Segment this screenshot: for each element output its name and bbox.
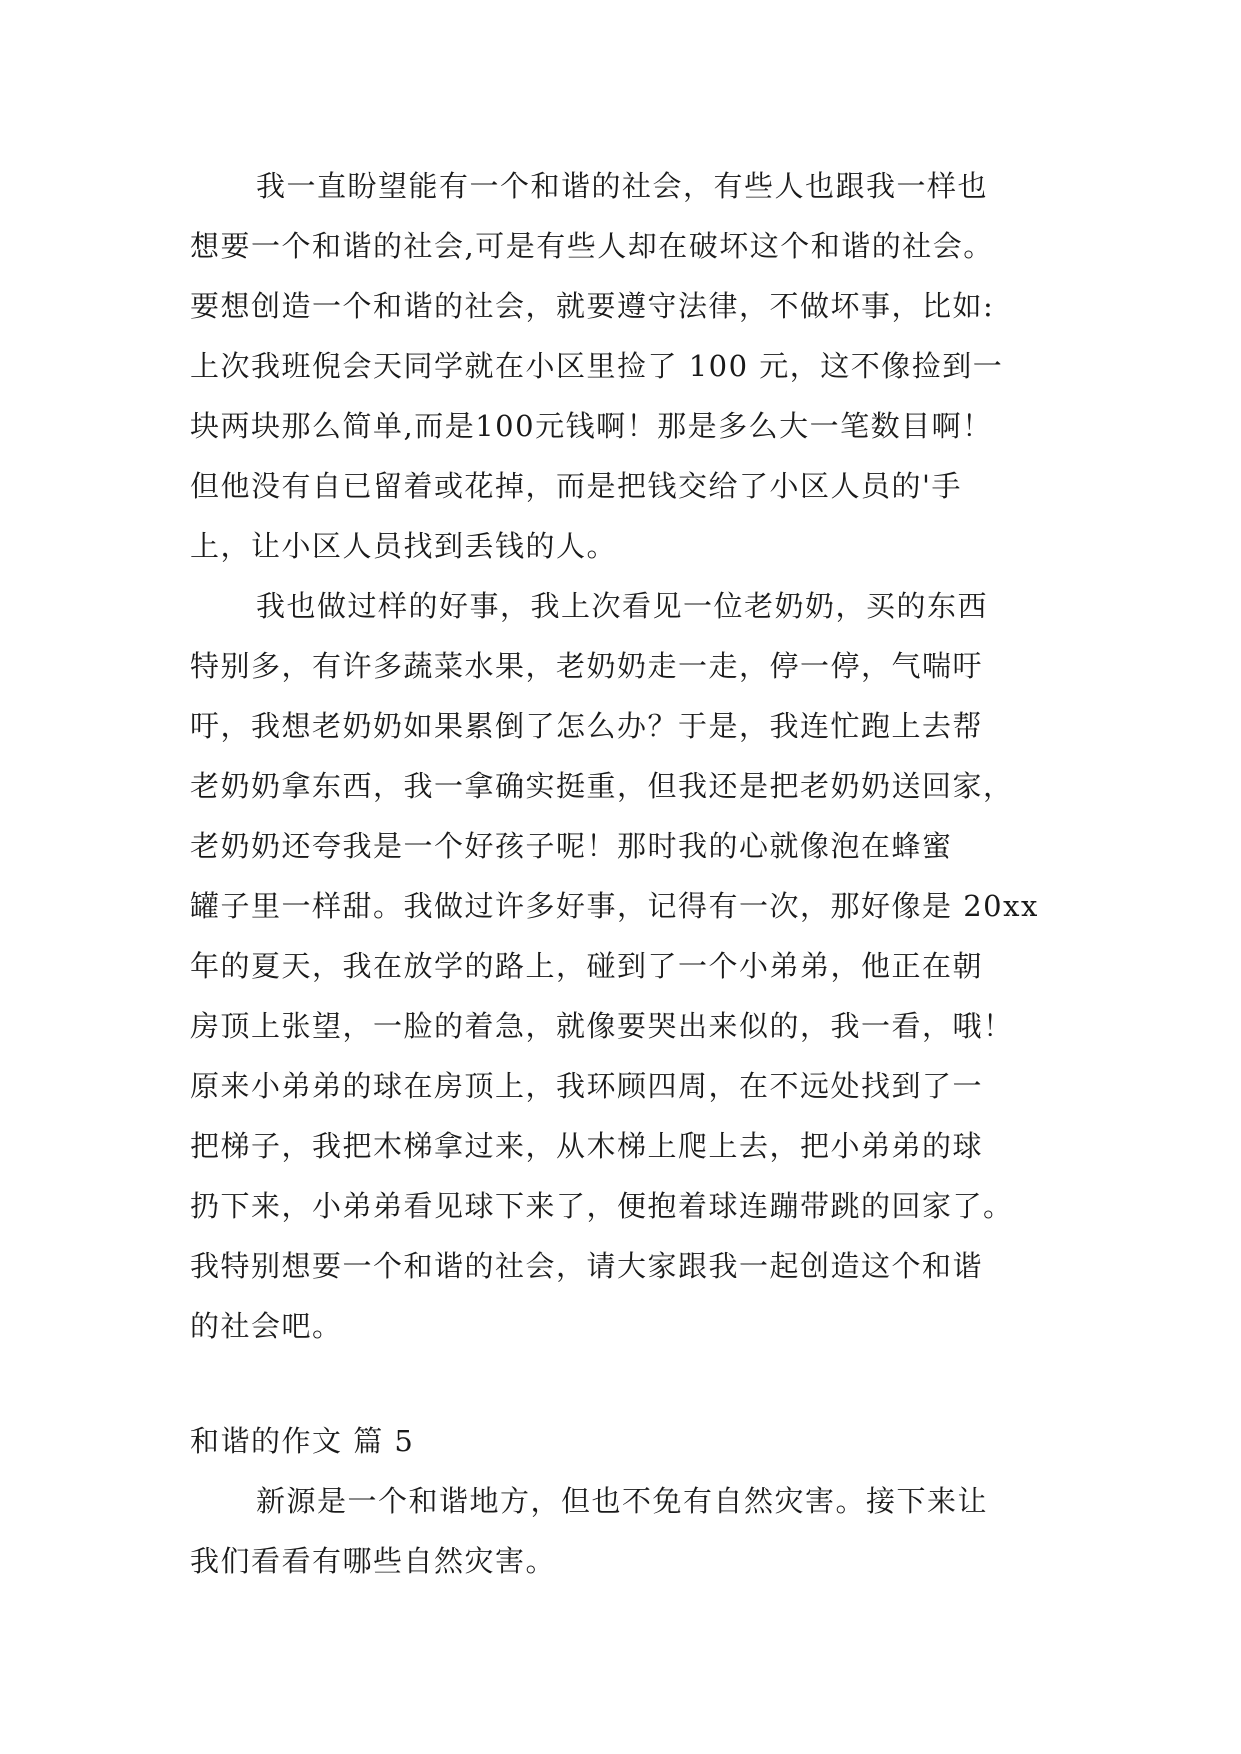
paragraph-2-line-5: 老奶奶还夸我是一个好孩子呢！那时我的心就像泡在蜂蜜 (190, 829, 953, 863)
paragraph-2-line-7: 年的夏天，我在放学的路上，碰到了一个小弟弟，他正在朝 (190, 949, 984, 983)
section-heading: 和谐的作文 篇 5 (190, 1424, 415, 1458)
paragraph-2-line-3: 吁，我想老奶奶如果累倒了怎么办？于是，我连忙跑上去帮 (190, 709, 984, 743)
paragraph-2-line-11: 扔下来，小弟弟看见球下来了，便抱着球连蹦带跳的回家了。 (190, 1189, 1014, 1223)
paragraph-1-line-3: 要想创造一个和谐的社会，就要遵守法律，不做坏事，比如: (190, 289, 995, 323)
paragraph-2-line-12: 我特别想要一个和谐的社会，请大家跟我一起创造这个和谐 (190, 1249, 984, 1283)
paragraph-1-line-5: 块两块那么简单,而是100元钱啊！那是多么大一笔数目啊！ (190, 409, 993, 443)
paragraph-1-line-4: 上次我班倪会天同学就在小区里捡了 100 元，这不像捡到一 (190, 349, 1004, 383)
paragraph-2-line-4: 老奶奶拿东西，我一拿确实挺重，但我还是把老奶奶送回家， (190, 769, 1014, 803)
paragraph-2-line-13: 的社会吧。 (190, 1309, 343, 1343)
paragraph-2-line-8: 房顶上张望，一脸的着急，就像要哭出来似的，我一看，哦！ (190, 1009, 1014, 1043)
paragraph-3-line-2: 我们看看有哪些自然灾害。 (190, 1544, 557, 1578)
paragraph-2-line-10: 把梯子，我把木梯拿过来，从木梯上爬上去，把小弟弟的球 (190, 1129, 984, 1163)
paragraph-1-line-7: 上，让小区人员找到丢钱的人。 (190, 529, 618, 563)
paragraph-3-line-1: 新源是一个和谐地方，但也不免有自然灾害。接下来让 (256, 1484, 989, 1518)
paragraph-2-line-9: 原来小弟弟的球在房顶上，我环顾四周，在不远处找到了一 (190, 1069, 984, 1103)
paragraph-1-line-6: 但他没有自已留着或花掉，而是把钱交给了小区人员的'手 (190, 469, 962, 503)
paragraph-2-line-6: 罐子里一样甜。我做过许多好事，记得有一次，那好像是 20xx (190, 889, 1039, 923)
paragraph-1-line-1: 我一直盼望能有一个和谐的社会，有些人也跟我一样也 (256, 169, 989, 203)
paragraph-1-line-2: 想要一个和谐的社会,可是有些人却在破坏这个和谐的社会。 (190, 229, 994, 263)
paragraph-2-line-1: 我也做过样的好事，我上次看见一位老奶奶，买的东西 (256, 589, 989, 623)
paragraph-2-line-2: 特别多，有许多蔬菜水果，老奶奶走一走，停一停，气喘吁 (190, 649, 984, 683)
